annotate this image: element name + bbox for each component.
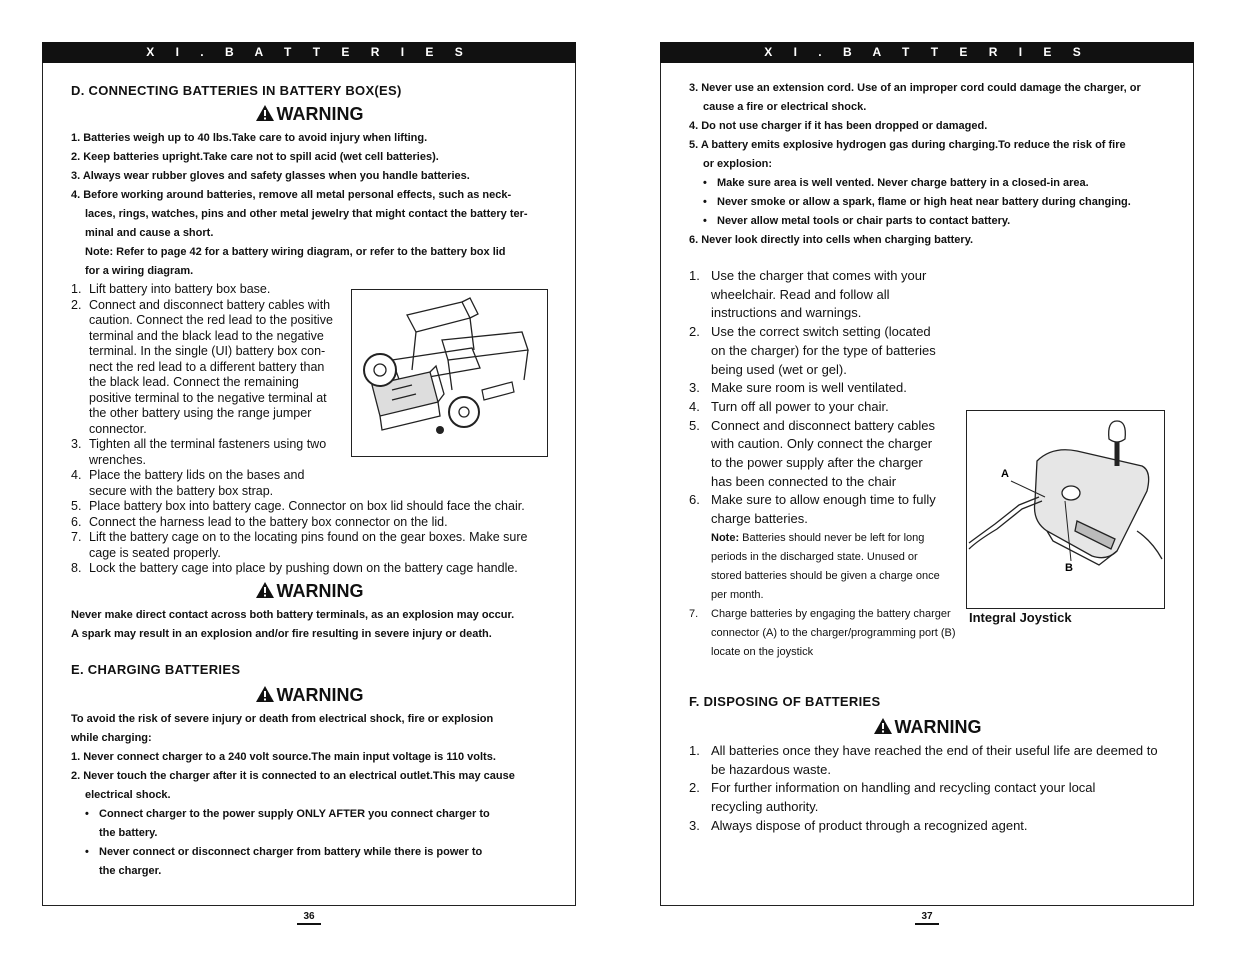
step-item: 6. Make sure to allow enough time to fully charge batteries. [689,492,936,527]
joystick-illustration [967,411,1164,608]
warning-bullet: • Never smoke or allow a spark, flame or high heat near battery during changing. [703,196,1131,208]
step-item: 2. Use the correct switch setting (located on the charger) for the type of batteries being used (wet or gel). [689,324,936,377]
step-item: 7. Lift the battery cage on to the locating pins found on the gear boxes. Make sure cage is seated properly. [71,530,528,560]
warning-item-cont: laces, rings, watches, pins and other metal jewelry that might contact the battery ter- [85,208,528,220]
warning-label: WARNING [276,684,364,705]
joystick-figure [966,410,1165,609]
warning-item: 3. Never use an extension cord. Use of an improper cord could damage the charger, or [689,82,1141,94]
step-item: 3. Always dispose of product through a recognized agent. [689,817,1028,833]
step-item: 1. Use the charger that comes with your wheelchair. Read and follow all instructions and warnings. [689,268,927,321]
warning-item-cont: cause a fire or electrical shock. [703,101,867,113]
warning-list-1 [71,129,547,281]
warning-icon [255,685,275,703]
warning-item-cont: minal and cause a short. [85,227,214,239]
left-page [42,42,576,922]
charging-warning-list [689,79,1165,250]
step-item: 7. Charge batteries by engaging the battery charger connector (A) to the charger/programming port (B) locate on the joystick [689,607,956,658]
left-page-header: X I . B A T T E R I E S [42,42,576,63]
warning-bullet-cont: the battery. [99,826,158,839]
warning-icon [873,717,893,735]
right-page-header: X I . B A T T E R I E S [660,42,1194,63]
warning-heading-4 [689,717,1165,738]
step-note: Note: Batteries should never be left for long periods in the discharged state. Unused or stored batteries should be given a charge once per month. [711,531,940,601]
warning-list-2 [71,606,547,644]
step-item: 4. Turn off all power to your chair. [689,398,889,414]
warning-item: 6. Never look directly into cells when charging battery. [689,234,974,246]
step-item: 1. All batteries once they have reached the end of their useful life are deemed to be hazardous waste. [689,742,1158,777]
warning-item: 4. Before working around batteries, remove all metal personal effects, such as neck- [71,189,512,201]
warning-item: 3. Always wear rubber gloves and safety glasses when you handle batteries. [71,170,470,182]
page-number: 36 [297,911,321,925]
battery-box-illustration [352,290,547,456]
warning-bullet: • Make sure area is well vented. Never charge battery in a closed-in area. [703,177,1089,189]
warning-heading-3 [71,685,547,706]
step-item: 5. Place battery box into battery cage. Connector on box lid should face the chair. [71,499,525,513]
step-item: 2. Connect and disconnect battery cables with caution. Connect the red lead to the positive terminal and the black lead to the negative terminal. In the single (UI) battery box con-nect the red lead to a different battery than the black lead. Connect the remaining positive terminal to the negative terminal at the other battery using the range jumper connector. [71,297,333,436]
charging-steps [689,267,956,662]
section-f-title: F. DISPOSING OF BATTERIES [689,693,881,709]
left-page-content [71,83,547,881]
warning-note-cont: for a wiring diagram. [85,265,194,277]
warning-icon [255,104,275,122]
warning-item: 2. Keep batteries upright.Take care not to spill acid (wet cell batteries). [71,151,439,163]
step-item: 6. Connect the harness lead to the battery box connector on the lid. [71,514,448,529]
warning-intro: To avoid the risk of severe injury or death from electrical shock, fire or explosion [71,712,494,725]
label-b: B [1065,562,1073,574]
warning-item: 5. A battery emits explosive hydrogen gas during charging.To reduce the risk of fire [689,139,1126,151]
warning-item: 1. Never connect charger to a 240 volt source.The main input voltage is 110 volts. [71,750,496,763]
section-e-title: E. CHARGING BATTERIES [71,661,241,677]
warning-label: WARNING [276,580,364,601]
step-item: 3. Make sure room is well ventilated. [689,380,907,396]
warning-item: 1. Batteries weigh up to 40 lbs.Take care to avoid injury when lifting. [71,132,428,144]
figure-caption: Integral Joystick [969,610,1072,625]
label-a: A [1001,468,1009,480]
disposal-steps [689,742,1165,836]
warning-heading-1 [71,104,547,125]
section-d-title: D. CONNECTING BATTERIES IN BATTERY BOX(ES) [71,83,402,98]
warning-label: WARNING [894,716,982,737]
warning-bullet: • Never allow metal tools or chair parts to contact battery. [703,215,1011,227]
right-page [660,42,1194,922]
page-number: 37 [915,911,939,925]
step-item: 2. For further information on handling and recycling contact your local recycling authority. [689,780,1096,814]
battery-box-figure [351,289,548,457]
warning-line: A spark may result in an explosion and/or fire resulting in severe injury or death. [71,627,492,640]
warning-bullet: • Connect charger to the power supply ONLY AFTER you connect charger to [85,807,490,820]
warning-note: Note: Refer to page 42 for a battery wiring diagram, or refer to the battery box lid [85,246,506,258]
warning-bullet-cont: the charger. [99,864,162,877]
warning-line: Never make direct contact across both battery terminals, as an explosion may occur. [71,608,515,621]
step-item: 4. Place the battery lids on the bases and secure with the battery box strap. [71,468,305,498]
step-item: 8. Lock the battery cage into place by pushing down on the battery cage handle. [71,561,518,575]
step-item: 3. Tighten all the terminal fasteners using two wrenches. [71,437,327,467]
warning-item-cont: or explosion: [703,158,773,170]
warning-list-3 [71,710,547,881]
step-item: 1. Lift battery into battery box base. [71,282,271,296]
step-item: 5. Connect and disconnect battery cables with caution. Only connect the charger to the power supply after the charger has been connected to the chair [689,417,936,489]
warning-intro-cont: while charging: [71,731,152,744]
warning-icon [255,581,275,599]
warning-item: 2. Never touch the charger after it is connected to an electrical outlet.This may cause [71,769,515,782]
warning-heading-2 [71,581,547,602]
warning-item: 4. Do not use charger if it has been dropped or damaged. [689,120,988,132]
warning-label: WARNING [276,104,364,124]
warning-item-cont: electrical shock. [85,788,171,801]
warning-bullet: • Never connect or disconnect charger from battery while there is power to [85,845,483,858]
